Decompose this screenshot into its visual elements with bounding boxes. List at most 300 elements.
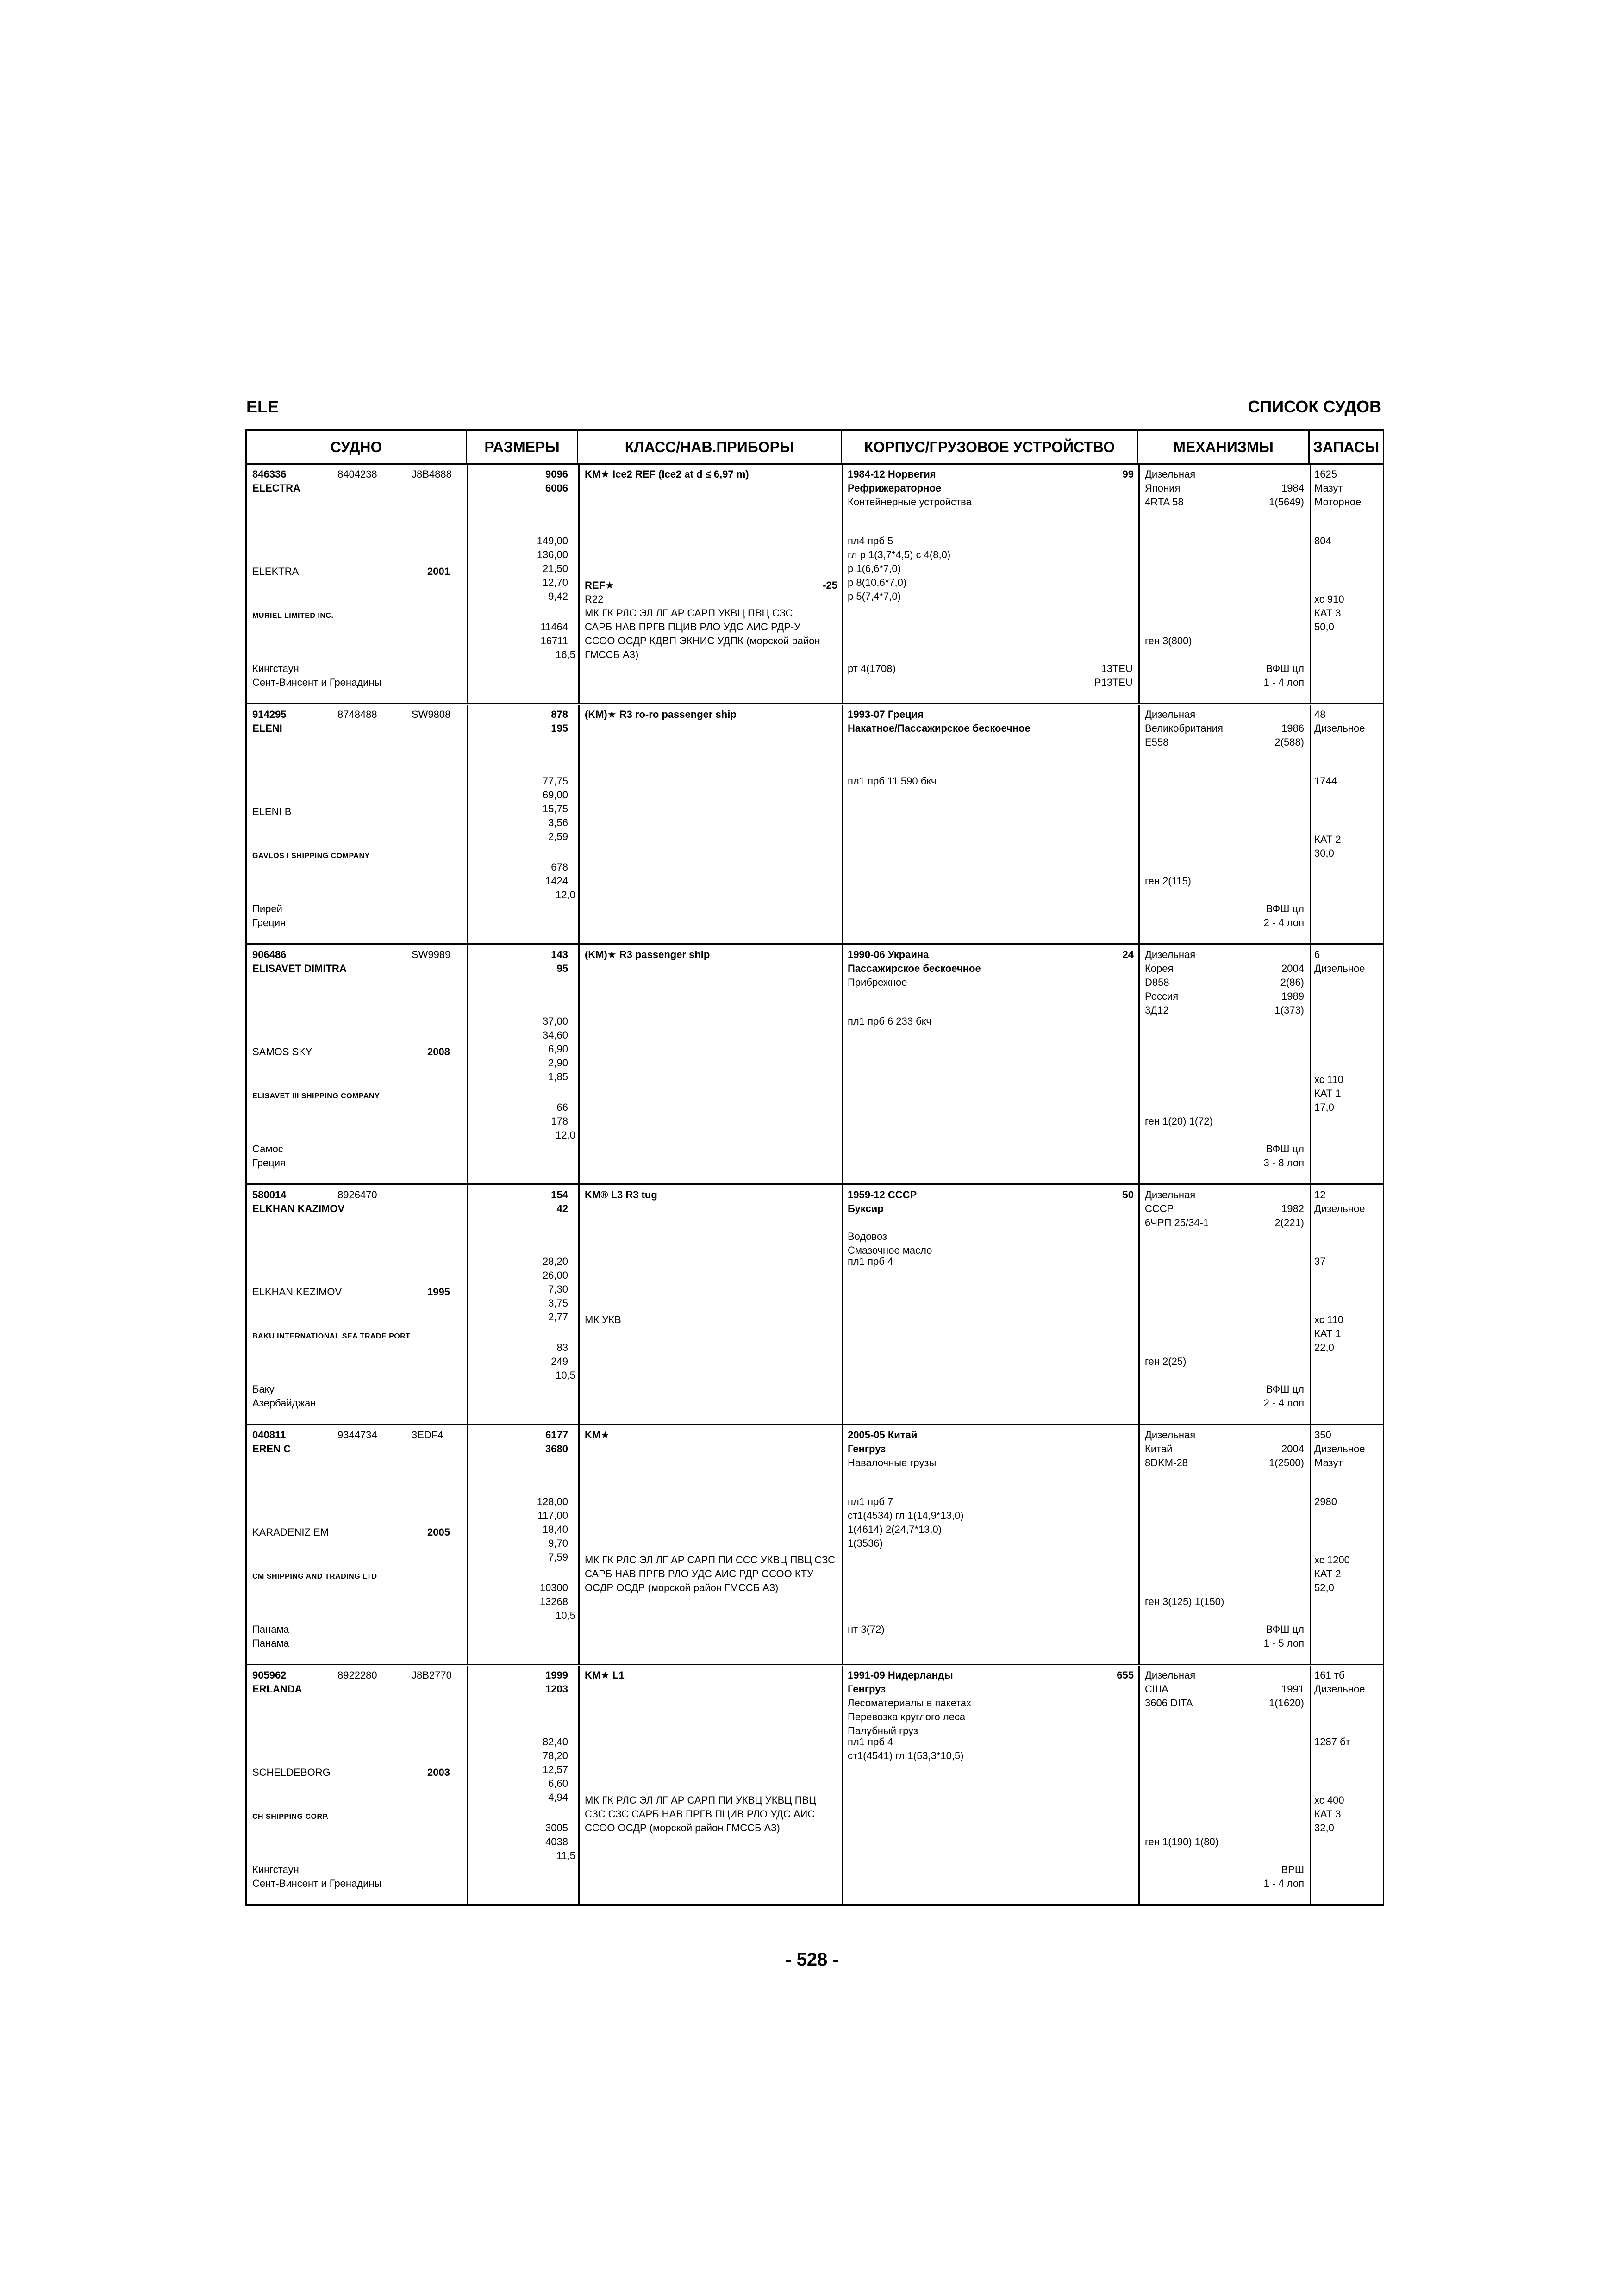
vessel-former-name: ELENI B: [252, 806, 292, 817]
hatch-detail: ст1(4541) гл 1(53,3*10,5): [848, 1750, 964, 1761]
engine-detail: Дизельная: [1145, 1189, 1196, 1201]
stores-detail: хс 910: [1314, 593, 1344, 605]
column-divider: [578, 705, 580, 945]
net-tonnage: 3680: [545, 1443, 568, 1455]
dimension-value: 3,75: [548, 1297, 568, 1309]
dimension-value: 2,77: [548, 1311, 568, 1323]
column-divider: [467, 465, 468, 704]
vessel-rename-year: 2003: [427, 1767, 450, 1778]
build-date-country: 1993-07 Греция: [848, 709, 924, 720]
stores-detail: КАТ 2: [1314, 834, 1341, 845]
vessel-flag: Сент-Винсент и Гренадины: [252, 1878, 382, 1889]
cargo-gear-note: Перевозка круглого леса: [848, 1711, 966, 1723]
stores-amount: 37: [1314, 1256, 1326, 1267]
column-divider: [578, 1425, 580, 1665]
hatch-detail: 1(4614) 2(24,7*13,0): [848, 1524, 942, 1535]
net-tonnage: 6006: [545, 482, 568, 494]
engine-year: 2004: [1281, 1443, 1304, 1455]
vessel-rename-year: 2008: [427, 1046, 450, 1058]
engine-power: 1(1620): [1269, 1697, 1304, 1709]
engine-detail: Дизельная: [1145, 1669, 1196, 1681]
vessel-imo: 9344734: [337, 1429, 377, 1441]
build-date-country: 1959-12 СССР: [848, 1189, 917, 1201]
column-header-class: КЛАСС/НАВ.ПРИБОРЫ: [578, 431, 842, 463]
fuel-stores: Мазут: [1314, 482, 1343, 494]
vessel-type: Накатное/Пассажирское бескоечное: [848, 722, 1031, 734]
dimension-value: 69,00: [542, 789, 568, 801]
vessel-id: 846336: [252, 468, 287, 480]
propeller-blades: 3 - 8 лоп: [1263, 1157, 1304, 1169]
yard-number: 655: [1117, 1669, 1134, 1681]
dimension-value: 21,50: [542, 563, 568, 574]
column-divider: [467, 1666, 468, 1905]
vessel-id: 906486: [252, 949, 287, 960]
propeller-blades: 2 - 4 лоп: [1263, 917, 1304, 928]
engine-power-2: 1(373): [1274, 1004, 1304, 1016]
hatch-detail: 1(3536): [848, 1537, 883, 1549]
dimension-value: 6,90: [548, 1043, 568, 1055]
capacity-value: 83: [556, 1342, 568, 1353]
teu-capacity: 13TEU: [1101, 663, 1133, 674]
gross-tonnage: 143: [551, 949, 568, 960]
dimension-value: 15,75: [542, 803, 568, 815]
gross-tonnage: 6177: [545, 1429, 568, 1441]
capacity-value: 13268: [539, 1596, 568, 1607]
vessel-flag: Сент-Винсент и Гренадины: [252, 677, 382, 688]
engine-detail: Корея: [1145, 963, 1174, 974]
vessel-record: [247, 1425, 1383, 1665]
engine-detail: Дизельная: [1145, 1429, 1196, 1441]
column-divider: [842, 1185, 843, 1425]
class-notation: KM★: [585, 1429, 610, 1441]
dimension-value: 136,00: [537, 549, 568, 560]
vessel-id: 580014: [252, 1189, 287, 1201]
vessel-owner: GAVLOS I SHIPPING COMPANY: [252, 852, 370, 860]
fuel-stores: Дизельное: [1314, 963, 1365, 974]
stores-amount: 2980: [1314, 1496, 1337, 1507]
vessel-type: Пассажирское бескоечное: [848, 963, 981, 974]
cargo-gear-note: Смазочное масло: [848, 1244, 932, 1256]
column-divider: [1138, 705, 1140, 945]
fuel-stores: 48: [1314, 709, 1326, 720]
generator-detail: ген 3(800): [1145, 635, 1192, 647]
vessel-rename-year: 1995: [427, 1286, 450, 1298]
column-divider: [1138, 1666, 1140, 1905]
navigation-equipment: МК ГК РЛС ЭЛ ЛГ АР САРП ПИ ССС УКВЦ ПВЦ СЗС: [585, 1554, 836, 1566]
propeller-type: ВФШ цл: [1266, 903, 1304, 915]
stores-detail: хс 110: [1314, 1314, 1343, 1325]
vessel-type: Генгруз: [848, 1443, 886, 1455]
speed-value: 16,5: [556, 649, 575, 660]
gross-tonnage: 878: [551, 709, 568, 720]
class-notation: KM★ Ice2 REF (Ice2 at d ≤ 6,97 m): [585, 468, 749, 480]
dimension-value: 7,59: [548, 1551, 568, 1563]
column-divider: [842, 945, 843, 1185]
engine-detail: США: [1145, 1683, 1168, 1695]
cargo-gear-note: Палубный груз: [848, 1725, 918, 1736]
engine-detail: 6ЧРП 25/34-1: [1145, 1217, 1209, 1228]
dimension-value: 149,00: [537, 535, 568, 547]
vessel-type: Буксир: [848, 1203, 884, 1214]
dimension-value: 7,30: [548, 1283, 568, 1295]
hatch-detail: пл1 прб 6 233 бкч: [848, 1015, 931, 1027]
dimension-value: 26,00: [542, 1269, 568, 1281]
vessel-callsign: 3EDF4: [412, 1429, 443, 1441]
fuel-stores: 1625: [1314, 468, 1337, 480]
tank-info: рт 4(1708): [848, 663, 896, 674]
build-date-country: 1984-12 Норвегия: [848, 468, 936, 480]
hatch-detail: р 5(7,4*7,0): [848, 591, 901, 602]
hatch-detail: пл4 прб 5: [848, 535, 893, 547]
build-date-country: 1991-09 Нидерланды: [848, 1669, 953, 1681]
vessel-record: [247, 945, 1383, 1185]
vessel-former-name: ELEKTRA: [252, 566, 299, 577]
engine-detail: Китай: [1145, 1443, 1173, 1455]
class-notation: (KM)★ R3 passenger ship: [585, 949, 710, 960]
engine-detail: Япония: [1145, 482, 1181, 494]
vessel-rename-year: 2001: [427, 566, 450, 577]
gross-tonnage: 1999: [545, 1669, 568, 1681]
net-tonnage: 195: [551, 722, 568, 734]
engine-detail: Дизельная: [1145, 949, 1196, 960]
column-header-vessel: СУДНО: [247, 431, 467, 463]
engine-year: 1982: [1281, 1203, 1304, 1214]
stores-detail: 50,0: [1314, 621, 1334, 633]
navigation-equipment: ССОО ОСДР КДВП ЭКНИС УДПК (морской район: [585, 635, 820, 647]
stores-detail: 32,0: [1314, 1822, 1334, 1834]
dimension-value: 128,00: [537, 1496, 568, 1507]
engine-power: 1(5649): [1269, 496, 1304, 508]
capacity-value: 4038: [545, 1836, 568, 1848]
hatch-detail: пл1 прб 11 590 бкч: [848, 775, 937, 787]
column-divider: [1310, 465, 1311, 704]
navigation-equipment: МК ГК РЛС ЭЛ ЛГ АР САРП УКВЦ ПВЦ СЗС: [585, 607, 793, 619]
capacity-value: 10300: [539, 1582, 568, 1593]
capacity-value: 249: [551, 1356, 568, 1367]
fuel-stores: 350: [1314, 1429, 1331, 1441]
dimension-value: 28,20: [542, 1256, 568, 1267]
column-divider: [467, 1425, 468, 1665]
hatch-detail: пл1 прб 4: [848, 1256, 893, 1267]
navigation-equipment: R22: [585, 593, 604, 605]
vessel-port: Пирей: [252, 903, 282, 915]
stores-detail: КАТ 1: [1314, 1088, 1341, 1099]
vessel-port: Самос: [252, 1143, 283, 1155]
vessel-callsign: J8B2770: [412, 1669, 452, 1681]
column-divider: [1310, 945, 1311, 1185]
hatch-detail: пл1 прб 7: [848, 1496, 893, 1507]
stores-detail: 22,0: [1314, 1342, 1334, 1353]
hatch-detail: гл р 1(3,7*4,5) с 4(8,0): [848, 549, 951, 560]
column-divider: [1138, 945, 1140, 1185]
column-divider: [1138, 1185, 1140, 1425]
fuel-stores: Моторное: [1314, 496, 1362, 508]
stores-detail: КАТ 3: [1314, 1808, 1341, 1820]
stores-detail: КАТ 3: [1314, 607, 1341, 619]
vessel-port: Панама: [252, 1624, 289, 1635]
dimension-value: 3,56: [548, 817, 568, 828]
column-divider: [1310, 705, 1311, 945]
engine-detail: 3606 DITA: [1145, 1697, 1193, 1709]
generator-detail: ген 3(125) 1(150): [1145, 1596, 1224, 1607]
dimension-value: 9,42: [548, 591, 568, 602]
class-notation: KM★ L1: [585, 1669, 625, 1681]
vessel-former-name: KARADENIZ EM: [252, 1526, 329, 1538]
vessel-former-name: ELKHAN KEZIMOV: [252, 1286, 342, 1298]
record-divider: [247, 943, 1383, 945]
vessel-port: Баку: [252, 1383, 275, 1395]
vessel-owner: CM SHIPPING AND TRADING LTD: [252, 1573, 377, 1580]
propeller-blades: 1 - 4 лоп: [1263, 1878, 1304, 1889]
engine-year: 1984: [1281, 482, 1304, 494]
build-date-country: 1990-06 Украина: [848, 949, 929, 960]
engine-year: 1986: [1281, 722, 1304, 734]
column-divider: [842, 705, 843, 945]
stores-amount: 1287 бт: [1314, 1736, 1350, 1748]
cargo-gear-note: Водовоз: [848, 1231, 887, 1242]
cargo-gear-note: Лесоматериалы в пакетах: [848, 1697, 972, 1709]
engine-detail: 8DKM-28: [1145, 1457, 1188, 1468]
build-date-country: 2005-05 Китай: [848, 1429, 918, 1441]
vessel-record: [247, 1666, 1383, 1905]
vessel-id: 914295: [252, 709, 287, 720]
dimension-value: 6,60: [548, 1778, 568, 1789]
dimension-value: 78,20: [542, 1750, 568, 1761]
hatch-detail: р 1(6,6*7,0): [848, 563, 901, 574]
speed-value: 12,0: [556, 889, 575, 901]
gross-tonnage: 154: [551, 1189, 568, 1201]
page-header-right: СПИСОК СУДОВ: [1248, 397, 1381, 416]
column-header-dimensions: РАЗМЕРЫ: [467, 431, 578, 463]
engine-detail: E558: [1145, 736, 1169, 748]
capacity-value: 178: [551, 1115, 568, 1127]
class-notation: KM® L3 R3 tug: [585, 1189, 657, 1201]
engine-detail: 3Д12: [1145, 1004, 1169, 1016]
vessel-type: Рефрижераторное: [848, 482, 942, 494]
column-divider: [1310, 1185, 1311, 1425]
net-tonnage: 1203: [545, 1683, 568, 1695]
engine-detail: D858: [1145, 977, 1169, 988]
fuel-stores: Дизельное: [1314, 1683, 1365, 1695]
propeller-type: ВФШ цл: [1266, 1143, 1304, 1155]
engine-detail: Дизельная: [1145, 468, 1196, 480]
stores-detail: хс 1200: [1314, 1554, 1350, 1566]
vessel-name: ELENI: [252, 722, 282, 734]
hatch-detail: р 8(10,6*7,0): [848, 577, 907, 588]
cargo-gear-note: Навалочные грузы: [848, 1457, 937, 1468]
teu-capacity-alt: P13TEU: [1094, 677, 1133, 688]
vessel-name: ELISAVET DIMITRA: [252, 963, 347, 974]
navigation-equipment: МК ГК РЛС ЭЛ ЛГ АР САРП ПИ УКВЦ УКВЦ ПВЦ: [585, 1794, 817, 1806]
column-divider: [1138, 1425, 1140, 1665]
dimension-value: 82,40: [542, 1736, 568, 1748]
vessel-callsign: J8B4888: [412, 468, 452, 480]
propeller-blades: 1 - 4 лоп: [1263, 677, 1304, 688]
propeller-type: ВФШ цл: [1266, 1624, 1304, 1635]
vessel-record: [247, 465, 1383, 704]
propeller-type: ВФШ цл: [1266, 663, 1304, 674]
vessel-callsign: SW9989: [412, 949, 451, 960]
generator-detail: ген 1(190) 1(80): [1145, 1836, 1219, 1848]
dimension-value: 117,00: [537, 1510, 568, 1521]
navigation-equipment: ССОО ОСДР (морской район ГМССБ А3): [585, 1822, 780, 1834]
cargo-gear-note: Прибрежное: [848, 977, 907, 988]
speed-value: 10,5: [556, 1610, 575, 1621]
speed-value: 11,5: [556, 1850, 575, 1861]
vessel-flag: Азербайджан: [252, 1397, 316, 1409]
engine-year: 1991: [1281, 1683, 1304, 1695]
stores-detail: 30,0: [1314, 847, 1334, 859]
ref-temperature: -25: [823, 579, 837, 591]
fuel-stores: 6: [1314, 949, 1320, 960]
cargo-gear-note: Контейнерные устройства: [848, 496, 972, 508]
speed-value: 10,5: [556, 1369, 575, 1381]
column-divider: [467, 705, 468, 945]
yard-number: 50: [1122, 1189, 1134, 1201]
record-divider: [247, 1664, 1383, 1665]
fuel-stores: Дизельное: [1314, 722, 1365, 734]
vessel-type: Генгруз: [848, 1683, 886, 1695]
vessel-former-name: SAMOS SKY: [252, 1046, 312, 1058]
column-header-hull: КОРПУС/ГРУЗОВОЕ УСТРОЙСТВО: [842, 431, 1138, 463]
vessel-name: ERLANDA: [252, 1683, 302, 1695]
propeller-blades: 2 - 4 лоп: [1263, 1397, 1304, 1409]
stores-amount: 804: [1314, 535, 1331, 547]
hatch-detail: пл1 прб 4: [848, 1736, 893, 1748]
navigation-equipment: САРБ НАВ ПРГВ РЛО УДС АИС РДР ССОО КТУ: [585, 1568, 814, 1580]
column-divider: [1138, 465, 1140, 704]
fuel-stores: Дизельное: [1314, 1203, 1365, 1214]
engine-detail: Россия: [1145, 990, 1179, 1002]
column-header-machinery: МЕХАНИЗМЫ: [1138, 431, 1310, 463]
column-divider: [578, 465, 580, 704]
dimension-value: 2,59: [548, 831, 568, 842]
vessel-rename-year: 2005: [427, 1526, 450, 1538]
vessel-imo: 8926470: [337, 1189, 377, 1201]
ref-notation: REF★: [585, 579, 614, 591]
stores-detail: КАТ 1: [1314, 1328, 1341, 1339]
engine-power: 2(86): [1280, 977, 1304, 988]
column-divider: [1310, 1425, 1311, 1665]
column-header-stores: ЗАПАСЫ: [1313, 438, 1380, 455]
engine-year-2: 1989: [1281, 990, 1304, 1002]
dimension-value: 18,40: [542, 1524, 568, 1535]
engine-detail: Дизельная: [1145, 709, 1196, 720]
generator-detail: ген 2(115): [1145, 875, 1191, 887]
column-divider: [467, 1185, 468, 1425]
navigation-equipment: САРБ НАВ ПРГВ ПЦИВ РЛО УДС АИС РДР-У: [585, 621, 801, 633]
fuel-stores: 12: [1314, 1189, 1326, 1201]
vessel-id: 905962: [252, 1669, 287, 1681]
yard-number: 24: [1122, 949, 1134, 960]
page-number: - 528 -: [785, 1949, 839, 1970]
vessel-owner: ELISAVET III SHIPPING COMPANY: [252, 1092, 380, 1100]
propeller-type: ВРШ: [1281, 1864, 1304, 1875]
propeller-type: ВФШ цл: [1266, 1383, 1304, 1395]
column-divider: [578, 1185, 580, 1425]
hatch-detail: ст1(4534) гл 1(14,9*13,0): [848, 1510, 964, 1521]
net-tonnage: 95: [556, 963, 568, 974]
engine-power: 1(2500): [1269, 1457, 1304, 1468]
column-divider: [842, 1425, 843, 1665]
page-header-left: ELE: [246, 397, 279, 416]
engine-year: 2004: [1281, 963, 1304, 974]
engine-detail: СССР: [1145, 1203, 1174, 1214]
generator-detail: ген 1(20) 1(72): [1145, 1115, 1213, 1127]
dimension-value: 4,94: [548, 1792, 568, 1803]
vessel-port: Кингстаун: [252, 1864, 299, 1875]
dimension-value: 37,00: [542, 1015, 568, 1027]
vessel-owner: BAKU INTERNATIONAL SEA TRADE PORT: [252, 1332, 411, 1340]
capacity-value: 66: [556, 1101, 568, 1113]
vessel-owner: CH SHIPPING CORP.: [252, 1813, 329, 1821]
capacity-value: 3005: [545, 1822, 568, 1834]
engine-detail: 4RTA 58: [1145, 496, 1184, 508]
stores-detail: КАТ 2: [1314, 1568, 1341, 1580]
gross-tonnage: 9096: [545, 468, 568, 480]
vessel-callsign: SW9808: [412, 709, 451, 720]
stores-detail: 52,0: [1314, 1582, 1334, 1593]
vessel-name: ELKHAN KAZIMOV: [252, 1203, 345, 1214]
navigation-equipment: МК УКВ: [585, 1314, 621, 1325]
stores-detail: хс 110: [1314, 1074, 1343, 1085]
stores-detail: 17,0: [1314, 1101, 1334, 1113]
capacity-value: 1424: [545, 875, 568, 887]
vessel-name: ELECTRA: [252, 482, 300, 494]
fuel-stores: Дизельное: [1314, 1443, 1365, 1455]
tank-info: нт 3(72): [848, 1624, 885, 1635]
net-tonnage: 42: [556, 1203, 568, 1214]
dimension-value: 9,70: [548, 1537, 568, 1549]
vessel-imo: 8748488: [337, 709, 377, 720]
vessel-id: 040811: [252, 1429, 286, 1441]
dimension-value: 1,85: [548, 1071, 568, 1083]
vessel-flag: Панама: [252, 1637, 289, 1649]
vessel-owner: MURIEL LIMITED INC.: [252, 612, 334, 620]
column-divider: [842, 1666, 843, 1905]
record-divider: [247, 1183, 1383, 1185]
navigation-equipment: СЗС СЗС САРБ НАВ ПРГВ ПЦИВ РЛО УДС АИС: [585, 1808, 815, 1820]
column-divider: [1310, 1666, 1311, 1905]
column-divider: [578, 1666, 580, 1905]
navigation-equipment: ГМССБ А3): [585, 649, 639, 660]
engine-power: 2(588): [1274, 736, 1304, 748]
dimension-value: 34,60: [542, 1029, 568, 1041]
engine-detail: Великобритания: [1145, 722, 1223, 734]
class-notation: (KM)★ R3 ro-ro passenger ship: [585, 709, 737, 720]
yard-number: 99: [1122, 468, 1134, 480]
generator-detail: ген 2(25): [1145, 1356, 1187, 1367]
engine-power: 2(221): [1274, 1217, 1304, 1228]
stores-detail: хс 400: [1314, 1794, 1344, 1806]
speed-value: 12,0: [556, 1129, 575, 1141]
dimension-value: 12,70: [542, 577, 568, 588]
navigation-equipment: ОСДР ОСДР (морской район ГМССБ А3): [585, 1582, 779, 1593]
capacity-value: 11464: [540, 621, 568, 633]
ship-register-table: [245, 429, 1384, 1906]
fuel-stores: Мазут: [1314, 1457, 1343, 1468]
capacity-value: 16711: [540, 635, 568, 647]
vessel-former-name: SCHELDEBORG: [252, 1767, 331, 1778]
capacity-value: 678: [551, 861, 568, 873]
vessel-port: Кингстаун: [252, 663, 299, 674]
vessel-record: [247, 1185, 1383, 1425]
dimension-value: 12,57: [542, 1764, 568, 1775]
vessel-flag: Греция: [252, 1157, 286, 1169]
vessel-imo: 8922280: [337, 1669, 377, 1681]
column-divider: [467, 945, 468, 1185]
record-divider: [247, 703, 1383, 704]
